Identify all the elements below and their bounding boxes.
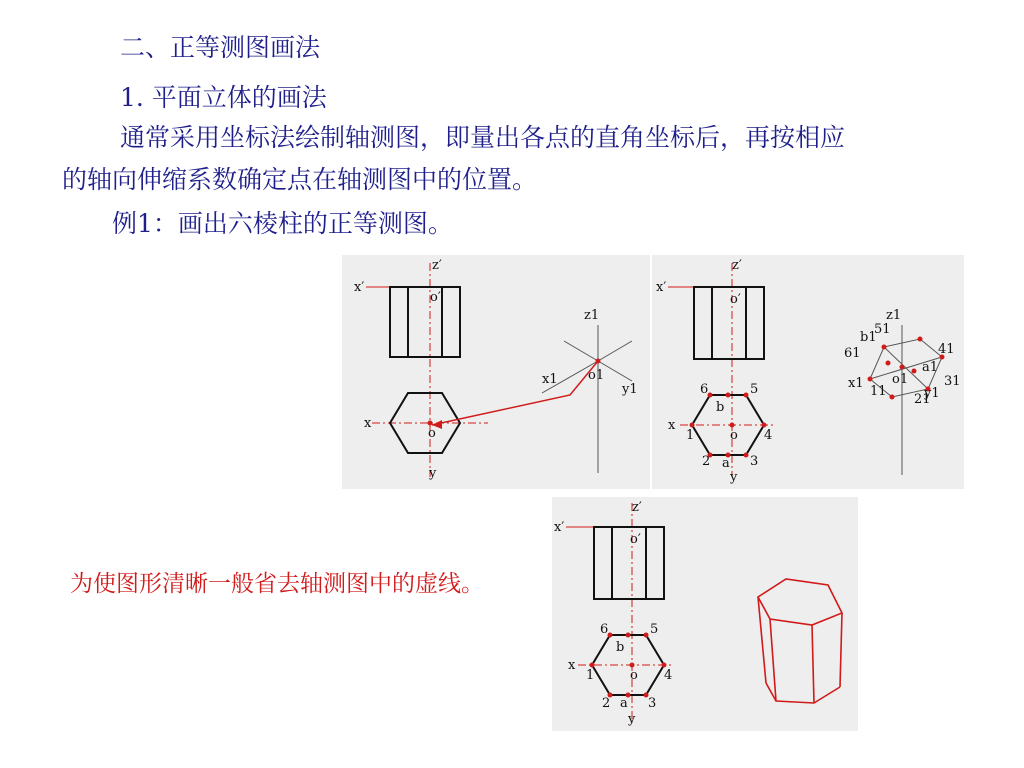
label-4: 4 [664, 668, 673, 683]
front-view-rect [390, 287, 460, 357]
label-5: 5 [750, 382, 759, 397]
label-z1: z1 [584, 308, 600, 323]
label-o: o [428, 426, 436, 441]
label-2-1: 21 [914, 392, 931, 407]
example-title: 例1：画出六棱柱的正等测图。 [112, 209, 453, 238]
label-y: y [628, 712, 636, 727]
label-y1: y1 [924, 386, 940, 401]
axis-extension-line [564, 341, 598, 361]
figure-1-drawing [342, 255, 650, 489]
heading: 二、正等测图画法 [120, 33, 321, 62]
label-o1: o1 [588, 368, 605, 383]
origin-point [428, 421, 433, 426]
label-o: o [630, 668, 638, 683]
label-x-prime: x′ [354, 280, 365, 295]
label-x1: x1 [848, 376, 864, 391]
figure-panel-3 [552, 497, 858, 731]
label-3: 3 [750, 454, 759, 469]
label-z-prime: z′ [732, 258, 742, 273]
label-y: y [429, 466, 437, 481]
label-2: 2 [602, 696, 611, 711]
axis-extension-line [598, 341, 632, 361]
figure-2-drawing [652, 255, 964, 489]
front-view-rect [594, 527, 664, 599]
figure-3-drawing [552, 497, 858, 731]
label-b: b [716, 400, 725, 415]
label-z1: z1 [886, 308, 902, 323]
label-1: 1 [586, 668, 595, 683]
label-4-1: 41 [938, 342, 955, 357]
label-o-prime: o′ [430, 290, 441, 305]
label-z-prime: z′ [432, 258, 442, 273]
label-5: 5 [650, 622, 659, 637]
label-a: a [722, 456, 730, 471]
figure-panel-1 [342, 255, 650, 489]
label-x-prime: x′ [554, 520, 565, 535]
label-o1: o1 [892, 372, 909, 387]
label-z-prime: z′ [632, 500, 642, 515]
figure-panel-2 [652, 255, 964, 489]
label-y: y [730, 470, 738, 485]
label-3: 3 [648, 696, 657, 711]
isometric-hexagonal-prism [758, 579, 842, 703]
label-6: 6 [700, 382, 709, 397]
label-x-prime: x′ [656, 280, 667, 295]
label-1-1: 11 [870, 384, 887, 399]
transfer-arrow-line [432, 361, 598, 425]
label-6-1: 61 [844, 346, 861, 361]
label-x: x [364, 416, 372, 431]
label-o: o [730, 428, 738, 443]
label-o-prime: o′ [630, 532, 641, 547]
label-x: x [668, 418, 676, 433]
subheading: 1. 平面立体的画法 [120, 83, 327, 112]
label-a: a [620, 696, 628, 711]
label-2: 2 [702, 454, 711, 469]
label-y1: y1 [622, 382, 638, 397]
front-view-rect [694, 287, 764, 359]
label-1: 1 [686, 428, 695, 443]
label-x: x [568, 658, 576, 673]
paragraph-line-1: 通常采用坐标法绘制轴测图，即量出各点的直角坐标后，再按相应 [120, 123, 846, 152]
label-4: 4 [764, 428, 773, 443]
label-3-1: 31 [944, 374, 961, 389]
label-b: b [616, 640, 625, 655]
label-x1: x1 [542, 372, 558, 387]
label-a-1: a1 [922, 360, 939, 375]
label-o-prime: o′ [730, 292, 741, 307]
label-5-1: 51 [874, 322, 891, 337]
paragraph-line-2: 的轴向伸缩系数确定点在轴测图中的位置。 [62, 165, 538, 194]
note-text: 为使图形清晰一般省去轴测图中的虚线。 [70, 571, 484, 597]
label-6: 6 [600, 622, 609, 637]
label-b-1: b1 [860, 330, 877, 345]
